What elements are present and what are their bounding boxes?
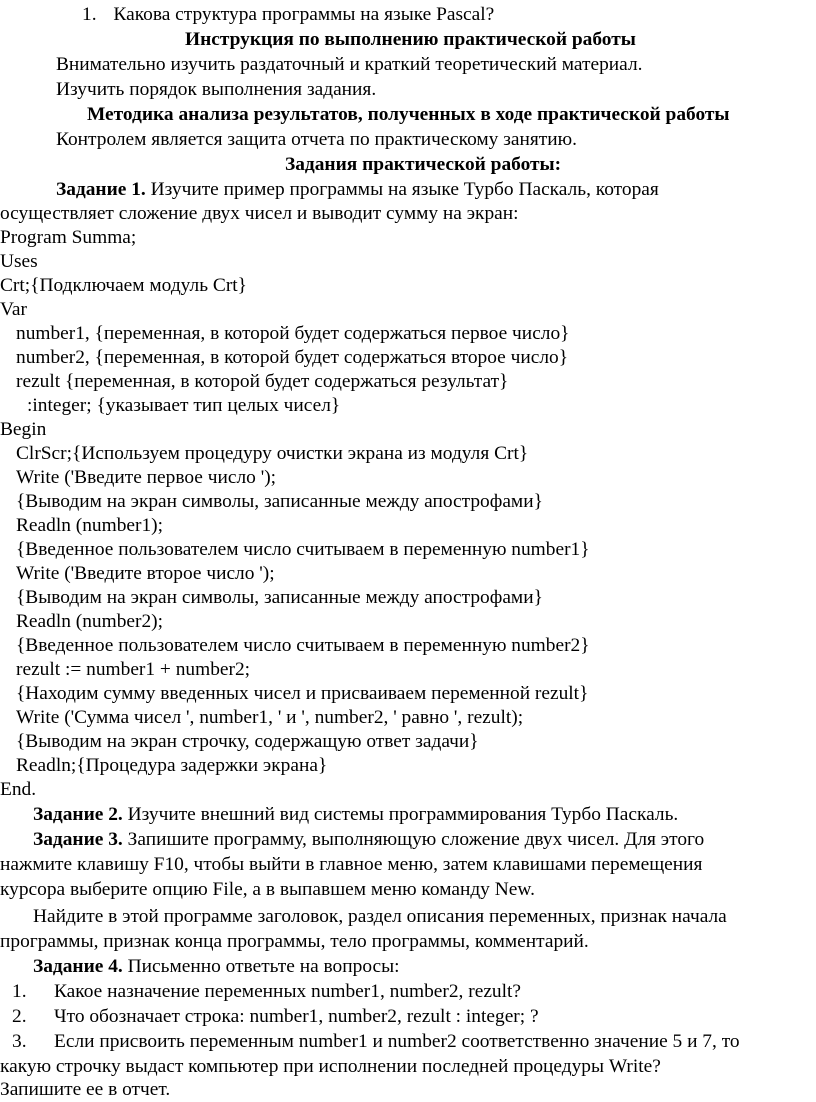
task-3-find-line-1: Найдите в этой программе заголовок, раздел описания переменных, признак начала — [33, 906, 727, 927]
code-line: Program Summa; — [0, 227, 137, 248]
code-line: Readln (number2); — [16, 611, 164, 632]
task-4-question-3-line-3: Запишите ее в отчет. — [0, 1079, 171, 1100]
code-line: Crt;{Подключаем модуль Crt} — [0, 275, 247, 296]
task-1-continuation: осуществляет сложение двух чисел и выводит сумму на экран: — [0, 203, 519, 224]
code-line: Write ('Введите второе число '); — [16, 563, 275, 584]
task-1-label: Задание 1. — [56, 179, 146, 200]
code-line: Readln (number1); — [16, 515, 164, 536]
instruction-heading: Инструкция по выполнению практической работы — [185, 29, 636, 50]
instruction-line-1: Внимательно изучить раздаточный и краткий теоретический материал. — [56, 54, 643, 75]
task-4-label: Задание 4. — [33, 956, 123, 977]
task-3-text: Запишите программу, выполняющую сложение двух чисел. Для этого — [122, 829, 705, 850]
task-1-text: Изучите пример программы на языке Турбо Паскаль, которая — [145, 179, 659, 200]
question-1-text: Какова структура программы на языке Pascal? — [113, 4, 495, 25]
question-number: 2. — [12, 1006, 27, 1027]
code-line: Write ('Сумма чисел ', number1, ' и ', number2, ' равно ', rezult); — [16, 707, 524, 728]
task-3-line-1: нажмите клавишу F10, чтобы выйти в главное меню, затем клавишами перемещения — [0, 854, 703, 875]
task-4-question-3-line-2: какую строчку выдаст компьютер при исполнении последней процедуры Write? — [0, 1056, 661, 1077]
code-line: rezult := number1 + number2; — [16, 659, 251, 680]
code-line: Begin — [0, 419, 47, 440]
code-line: rezult {переменная, в которой будет содержаться результат} — [16, 371, 509, 392]
code-line: Var — [0, 299, 27, 320]
code-line: number2, {переменная, в которой будет содержаться второе число} — [16, 347, 569, 368]
question-1-number: 1. — [82, 4, 97, 25]
method-heading: Методика анализа результатов, полученных в ходе практической работы — [87, 104, 730, 125]
code-line: {Выводим на экран символы, записанные между апострофами} — [16, 587, 543, 608]
question-number: 1. — [12, 981, 27, 1002]
task-4-question-1 — [12, 980, 816, 1004]
task-3-line-2: курсора выберите опцию File, а в выпавшем меню команду New. — [0, 879, 535, 900]
code-line: ClrScr;{Используем процедуру очистки экрана из модуля Crt} — [16, 443, 529, 464]
task-2-text: Изучите внешний вид системы программирования Турбо Паскаль. — [122, 804, 679, 825]
code-line: {Выводим на экран строчку, содержащую ответ задачи} — [16, 731, 479, 752]
question-text: Если присвоить переменным number1 и number2 соответственно значение 5 и 7, то — [54, 1031, 740, 1052]
code-line: {Введенное пользователем число считываем в переменную number2} — [16, 635, 590, 656]
code-line: Readln;{Процедура задержки экрана} — [16, 755, 328, 776]
code-line: {Введенное пользователем число считываем в переменную number1} — [16, 539, 590, 560]
tasks-heading: Задания практической работы: — [285, 154, 562, 175]
task-2-label: Задание 2. — [33, 804, 123, 825]
question-number: 3. — [12, 1031, 27, 1052]
task-3-label: Задание 3. — [33, 829, 123, 850]
method-text: Контролем является защита отчета по практическому занятию. — [56, 129, 577, 150]
task-2 — [33, 803, 816, 827]
instruction-line-2: Изучить порядок выполнения задания. — [56, 79, 377, 100]
task-4-question-2 — [12, 1005, 816, 1029]
question-text: Какое назначение переменных number1, number2, rezult? — [54, 981, 522, 1002]
task-4-text: Письменно ответьте на вопросы: — [122, 956, 400, 977]
code-line: Uses — [0, 251, 38, 272]
code-line: number1, {переменная, в которой будет содержаться первое число} — [16, 323, 570, 344]
question-1 — [82, 3, 816, 27]
task-4-intro — [33, 955, 816, 979]
task-4-question-3 — [12, 1030, 816, 1054]
task-3-find-line-2: программы, признак конца программы, тело программы, комментарий. — [0, 931, 589, 952]
code-line: End. — [0, 779, 37, 800]
task-3-intro — [33, 828, 816, 852]
code-line: {Выводим на экран символы, записанные между апострофами} — [16, 491, 543, 512]
code-line: {Находим сумму введенных чисел и присваиваем переменной rezult} — [16, 683, 589, 704]
code-line: :integer; {указывает тип целых чисел} — [27, 395, 341, 416]
task-1-intro — [56, 178, 816, 202]
question-text: Что обозначает строка: number1, number2, rezult : integer; ? — [54, 1006, 539, 1027]
code-line: Write ('Введите первое число '); — [16, 467, 277, 488]
